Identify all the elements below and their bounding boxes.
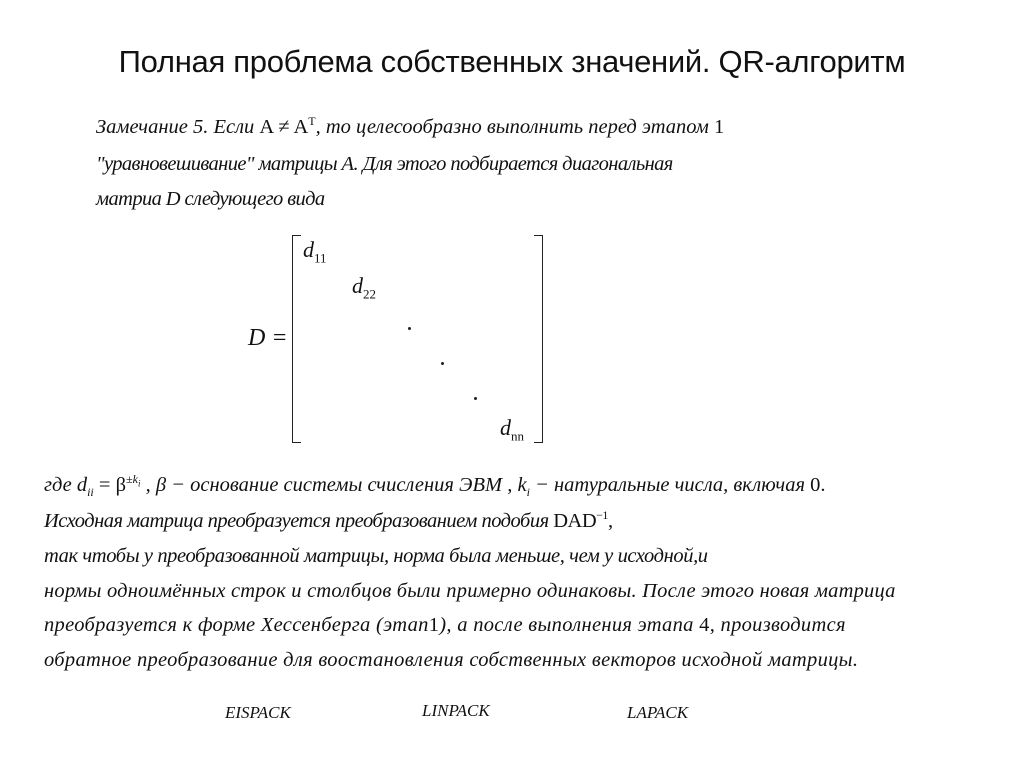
remark-line-3: матриа D следующего вида: [96, 188, 325, 210]
element-subscript: nn: [511, 428, 524, 444]
body-line-2-text: Исходная матрица преобразуется преобразованием подобия: [44, 510, 554, 532]
slide-title: Полная проблема собственных значений. QR-алгоритм: [118, 44, 906, 79]
body-line-1: [44, 472, 826, 500]
body-line-5-text: преобразуется к форме Хессенберга (этап: [44, 614, 429, 636]
remark-rest: , то целесообразно выполнить перед этапом: [315, 116, 714, 138]
matrix-element-dnn: [500, 415, 524, 444]
ellipsis-dot-1: [408, 327, 411, 330]
stage-1: 1: [428, 614, 440, 636]
math-dad: DAD: [553, 510, 597, 532]
beta-exponent: [126, 472, 141, 489]
math-a-neq-at: [259, 116, 315, 138]
zero-value: 0.: [810, 474, 826, 496]
remark-line-2: "уравновешивание" матрицы A. Для этого подбирается диагональная: [96, 153, 673, 175]
body-line-3: так чтобы у преобразованной матрицы, норма была меньше, чем у исходной,и: [44, 545, 708, 567]
element-subscript: 11: [314, 250, 327, 266]
matrix-lhs-text: D =: [248, 325, 288, 351]
body-line-5-mid: ), а после выполнения этапа: [439, 614, 700, 636]
k-i: k: [517, 474, 527, 496]
d-ii-subscript: ii: [87, 485, 94, 500]
k-i-subscript: i: [526, 485, 530, 500]
body-end: − натуральные числа, включая: [529, 474, 811, 496]
beta-eq: = β: [93, 474, 127, 496]
body-line-5-end: , производится: [709, 614, 846, 636]
d-ii: d: [76, 474, 88, 496]
ellipsis-dot-3: [474, 397, 477, 400]
body-line-2: [44, 510, 613, 533]
inverse-superscript: −1: [596, 508, 608, 523]
body-line-4: нормы одноимённых строк и столбцов были примерно одинаковы. После этого новая матрица: [44, 580, 896, 602]
comma: ,: [607, 510, 613, 532]
body-pre: где: [44, 474, 77, 496]
package-eispack: EISPACK: [225, 703, 291, 722]
element-base: d: [500, 415, 511, 440]
element-base: d: [352, 273, 363, 298]
package-linpack: LINPACK: [422, 701, 490, 720]
matrix-element-d22: [352, 273, 376, 302]
right-bracket: [534, 235, 543, 443]
remark-line-1: [96, 116, 724, 139]
element-base: d: [303, 237, 314, 262]
stage-4: 4: [699, 614, 710, 636]
matrix-lhs: [248, 325, 288, 352]
body-mid: , β − основание системы счисления ЭВМ ,: [140, 474, 518, 496]
diagonal-matrix-d: [248, 233, 558, 443]
package-lapack: LAPACK: [627, 703, 689, 722]
remark-lead: Замечание 5. Если: [96, 116, 260, 138]
math-a-neq: A ≠ A: [259, 116, 309, 138]
element-subscript: 22: [363, 286, 376, 302]
exponent-subscript: i: [137, 478, 141, 489]
transpose-superscript: T: [308, 114, 316, 129]
exponent-text: ±k: [126, 472, 138, 487]
body-line-5: [44, 614, 846, 637]
body-line-6: обратное преобразование для воостановления собственных векторов исходной матрицы.: [44, 649, 859, 671]
matrix-element-d11: [303, 237, 327, 266]
stage-number: 1: [713, 116, 725, 138]
ellipsis-dot-2: [441, 362, 444, 365]
left-bracket: [292, 235, 301, 443]
